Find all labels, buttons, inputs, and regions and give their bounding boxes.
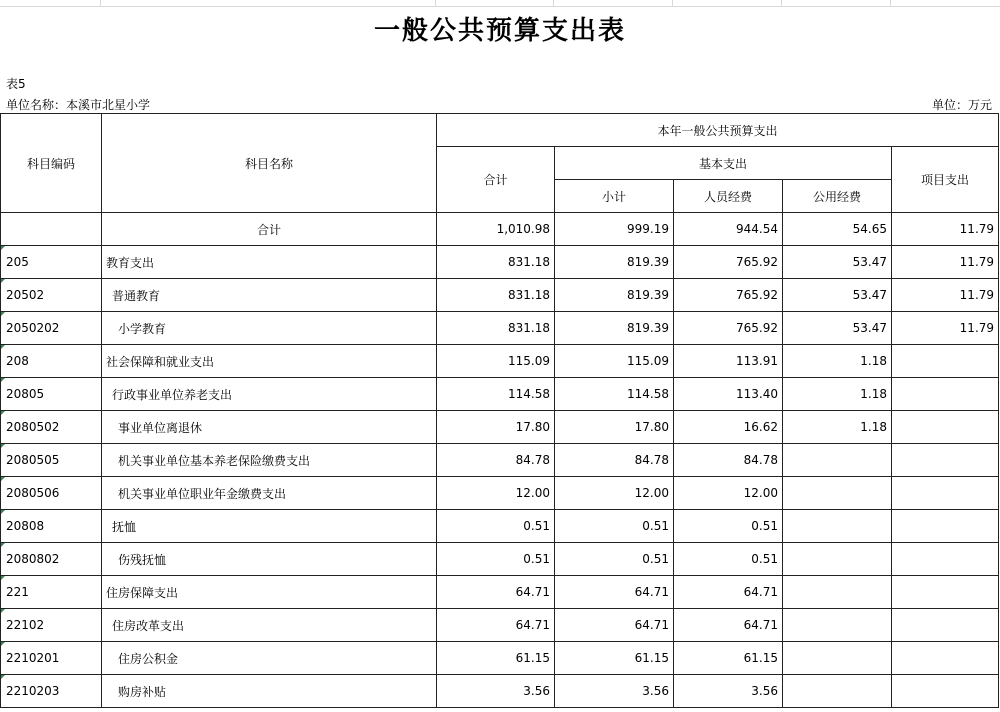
cell-public[interactable]: 1.18: [783, 345, 892, 378]
cell-name[interactable]: 伤残抚恤: [102, 543, 437, 576]
cell-public[interactable]: [783, 642, 892, 675]
table-row: [1, 576, 999, 609]
cell-public[interactable]: [783, 477, 892, 510]
cell-code[interactable]: 2210203: [1, 675, 102, 708]
cell-total[interactable]: 3.56: [437, 675, 555, 708]
cell-project[interactable]: [892, 444, 999, 477]
cell-total[interactable]: 1,010.98: [437, 213, 555, 246]
cell-project[interactable]: [892, 543, 999, 576]
cell-subtotal[interactable]: 84.78: [555, 444, 674, 477]
cell-name[interactable]: 行政事业单位养老支出: [102, 378, 437, 411]
table-row: [1, 642, 999, 675]
cell-total[interactable]: 114.58: [437, 378, 555, 411]
cell-total[interactable]: 17.80: [437, 411, 555, 444]
cell-personnel[interactable]: 113.40: [674, 378, 783, 411]
cell-personnel[interactable]: 765.92: [674, 279, 783, 312]
cell-project[interactable]: 11.79: [892, 213, 999, 246]
cell-subtotal[interactable]: 64.71: [555, 609, 674, 642]
cell-name[interactable]: 住房保障支出: [102, 576, 437, 609]
cell-subtotal[interactable]: 3.56: [555, 675, 674, 708]
cell-project[interactable]: 11.79: [892, 246, 999, 279]
cell-name[interactable]: 社会保障和就业支出: [102, 345, 437, 378]
cell-code[interactable]: 20502: [1, 279, 102, 312]
cell-total[interactable]: 831.18: [437, 279, 555, 312]
cell-project[interactable]: [892, 642, 999, 675]
cell-personnel[interactable]: 64.71: [674, 576, 783, 609]
cell-name[interactable]: 购房补贴: [102, 675, 437, 708]
header-total: 合计: [437, 147, 555, 213]
cell-code[interactable]: 20805: [1, 378, 102, 411]
cell-name[interactable]: 教育支出: [102, 246, 437, 279]
cell-project[interactable]: [892, 378, 999, 411]
cell-subtotal[interactable]: 819.39: [555, 312, 674, 345]
cell-public[interactable]: 53.47: [783, 312, 892, 345]
cell-total[interactable]: 61.15: [437, 642, 555, 675]
cell-public[interactable]: [783, 675, 892, 708]
budget-table-container: [0, 113, 1000, 708]
table-row: [1, 543, 999, 576]
cell-personnel[interactable]: 0.51: [674, 510, 783, 543]
cell-public[interactable]: [783, 609, 892, 642]
cell-subtotal[interactable]: 0.51: [555, 543, 674, 576]
cell-subtotal[interactable]: 999.19: [555, 213, 674, 246]
table-row: [1, 279, 999, 312]
cell-code[interactable]: [1, 213, 102, 246]
cell-personnel[interactable]: 61.15: [674, 642, 783, 675]
cell-name[interactable]: 抚恤: [102, 510, 437, 543]
table-header: [1, 114, 999, 213]
cell-name[interactable]: 事业单位离退休: [102, 411, 437, 444]
cell-code[interactable]: 2080802: [1, 543, 102, 576]
cell-personnel[interactable]: 944.54: [674, 213, 783, 246]
header-subtotal: 小计: [555, 180, 674, 213]
cell-personnel[interactable]: 3.56: [674, 675, 783, 708]
cell-project[interactable]: [892, 510, 999, 543]
cell-subtotal[interactable]: 114.58: [555, 378, 674, 411]
cell-public[interactable]: 53.47: [783, 279, 892, 312]
table-row-total: [1, 213, 999, 246]
cell-public[interactable]: 1.18: [783, 411, 892, 444]
budget-table: [0, 113, 999, 708]
table-row: [1, 444, 999, 477]
table-row: [1, 312, 999, 345]
cell-name[interactable]: 小学教育: [102, 312, 437, 345]
cell-total[interactable]: 64.71: [437, 609, 555, 642]
cell-personnel[interactable]: 64.71: [674, 609, 783, 642]
cell-code[interactable]: 2080502: [1, 411, 102, 444]
header-public: 公用经费: [783, 180, 892, 213]
cell-code[interactable]: 2080505: [1, 444, 102, 477]
cell-personnel[interactable]: 12.00: [674, 477, 783, 510]
header-basic: 基本支出: [555, 147, 892, 180]
cell-project[interactable]: 11.79: [892, 312, 999, 345]
cell-personnel[interactable]: 765.92: [674, 246, 783, 279]
table-row: [1, 510, 999, 543]
cell-project[interactable]: [892, 576, 999, 609]
header-code: 科目编码: [1, 114, 102, 213]
cell-total[interactable]: 64.71: [437, 576, 555, 609]
cell-subtotal[interactable]: 61.15: [555, 642, 674, 675]
table-row: [1, 411, 999, 444]
cell-personnel[interactable]: 113.91: [674, 345, 783, 378]
cell-subtotal[interactable]: 115.09: [555, 345, 674, 378]
cell-code[interactable]: 20808: [1, 510, 102, 543]
cell-public[interactable]: 54.65: [783, 213, 892, 246]
cell-total[interactable]: 115.09: [437, 345, 555, 378]
cell-code[interactable]: 208: [1, 345, 102, 378]
cell-name[interactable]: 机关事业单位基本养老保险缴费支出: [102, 444, 437, 477]
cell-total[interactable]: 831.18: [437, 312, 555, 345]
cell-code[interactable]: 205: [1, 246, 102, 279]
spreadsheet-top-grid: [0, 0, 1000, 7]
cell-subtotal[interactable]: 64.71: [555, 576, 674, 609]
cell-total[interactable]: 0.51: [437, 510, 555, 543]
cell-project[interactable]: [892, 609, 999, 642]
cell-public[interactable]: [783, 444, 892, 477]
cell-total[interactable]: 831.18: [437, 246, 555, 279]
table-row: [1, 246, 999, 279]
cell-code[interactable]: 2210201: [1, 642, 102, 675]
cell-project[interactable]: [892, 411, 999, 444]
cell-public[interactable]: 53.47: [783, 246, 892, 279]
page-title: 一般公共预算支出表: [373, 16, 626, 46]
cell-project[interactable]: 11.79: [892, 279, 999, 312]
cell-personnel[interactable]: 84.78: [674, 444, 783, 477]
cell-total[interactable]: 12.00: [437, 477, 555, 510]
cell-name[interactable]: 普通教育: [102, 279, 437, 312]
cell-name[interactable]: 机关事业单位职业年金缴费支出: [102, 477, 437, 510]
header-project: 项目支出: [892, 147, 999, 213]
table-row: [1, 345, 999, 378]
cell-project[interactable]: [892, 345, 999, 378]
header-name: 科目名称: [102, 114, 437, 213]
cell-public[interactable]: [783, 543, 892, 576]
cell-code[interactable]: 22102: [1, 609, 102, 642]
table-number: 表5: [6, 77, 26, 91]
cell-public[interactable]: [783, 510, 892, 543]
currency-unit: 单位：万元: [931, 98, 992, 112]
table-row: [1, 477, 999, 510]
cell-personnel[interactable]: 0.51: [674, 543, 783, 576]
header-group: 本年一般公共预算支出: [437, 114, 999, 147]
unit-name: 单位名称：本溪市北星小学: [6, 98, 151, 112]
cell-personnel[interactable]: 16.62: [674, 411, 783, 444]
cell-public[interactable]: 1.18: [783, 378, 892, 411]
cell-name[interactable]: 住房公积金: [102, 642, 437, 675]
cell-public[interactable]: [783, 576, 892, 609]
cell-subtotal[interactable]: 17.80: [555, 411, 674, 444]
cell-name[interactable]: 合计: [102, 213, 437, 246]
cell-subtotal[interactable]: 12.00: [555, 477, 674, 510]
cell-code[interactable]: 2050202: [1, 312, 102, 345]
cell-total[interactable]: 84.78: [437, 444, 555, 477]
table-row: [1, 609, 999, 642]
cell-code[interactable]: 2080506: [1, 477, 102, 510]
table-row: [1, 675, 999, 708]
cell-total[interactable]: 0.51: [437, 543, 555, 576]
cell-code[interactable]: 221: [1, 576, 102, 609]
cell-project[interactable]: [892, 675, 999, 708]
cell-subtotal[interactable]: 819.39: [555, 246, 674, 279]
table-body: [1, 213, 999, 708]
cell-personnel[interactable]: 765.92: [674, 312, 783, 345]
cell-subtotal[interactable]: 0.51: [555, 510, 674, 543]
cell-project[interactable]: [892, 477, 999, 510]
header-personnel: 人员经费: [674, 180, 783, 213]
cell-subtotal[interactable]: 819.39: [555, 279, 674, 312]
table-row: [1, 378, 999, 411]
cell-name[interactable]: 住房改革支出: [102, 609, 437, 642]
